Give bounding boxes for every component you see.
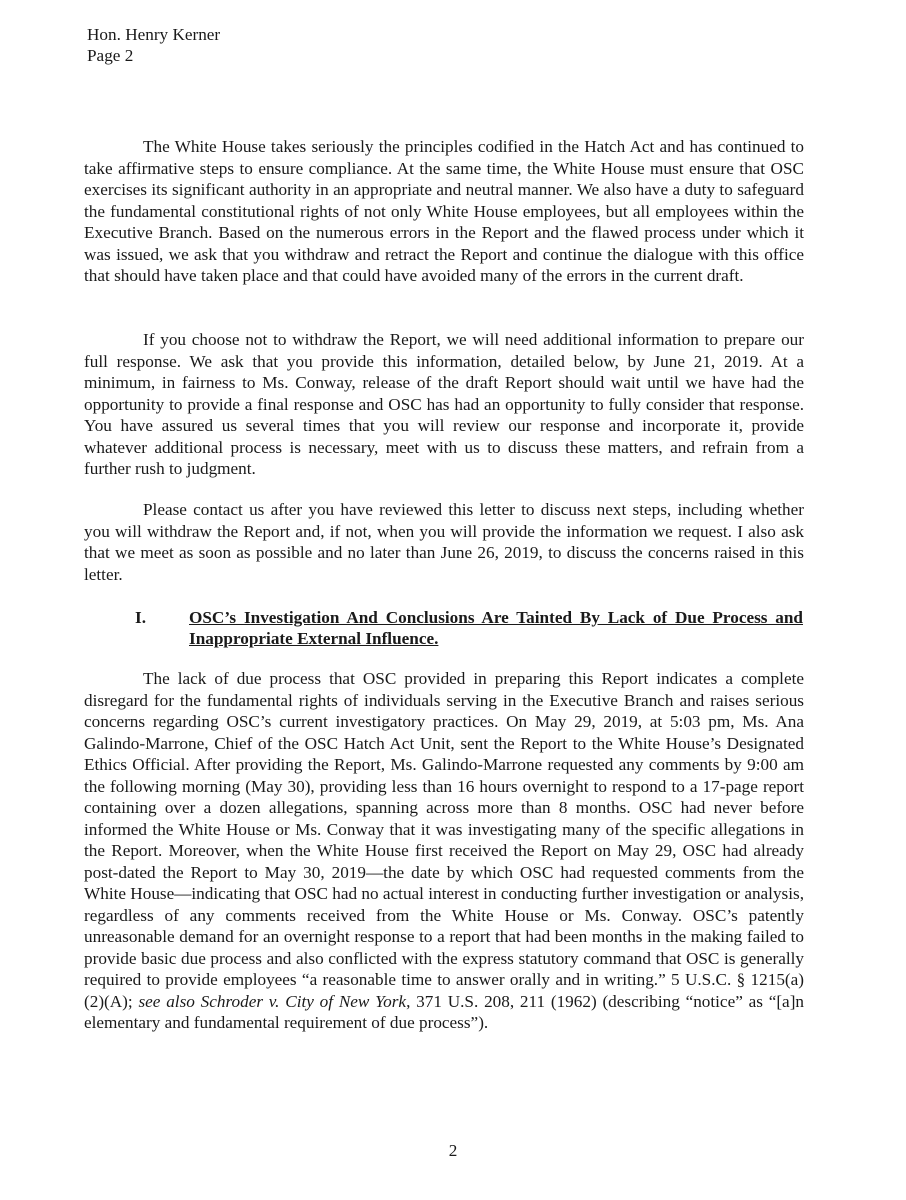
page-label: Page 2	[87, 46, 134, 65]
section-number: I.	[135, 608, 146, 627]
recipient-name: Hon. Henry Kerner	[87, 25, 221, 44]
case-citation: see also Schroder v. City of New York	[138, 991, 407, 1011]
letter-header	[87, 24, 220, 66]
paragraph-contact-request: Please contact us after you have reviewed this letter to discuss next steps, including whether you will withdraw the Report and, if not, when you will provide the information we request. I also ask that we meet as soon as possible and no later than June 26, 2019, to discuss the concerns raised in this letter.	[84, 500, 804, 584]
paragraph-withdraw-report: If you choose not to withdraw the Report, we will need additional information to prepare our full response. We ask that you provide this information, detailed below, by June 21, 2019. At a minimum, in fairness to Ms. Conway, release of the draft Report should wait until we have had the opportunity to provide a final response and OSC has had an opportunity to fully consider that response. You have assured us several times that you will review our response and incorporate it, provide whatever additional process is necessary, meet with us to discuss these matters, and refrain from a further rush to judgment.	[84, 330, 804, 478]
paragraph-due-process	[84, 668, 804, 1034]
due-process-text: The lack of due process that OSC provided in preparing this Report indicates a complete disregard for the fundamental rights of individuals serving in the Executive Branch and raises serious concerns regarding OSC’s current investigatory practices. On May 29, 2019, at 5:03 pm, Ms. Ana Galindo-Marrone, Chief of the OSC Hatch Act Unit, sent the Report to the White House’s Designated Ethics Official. After providing the Report, Ms. Galindo-Marrone requested any comments by 9:00 am the following morning (May 30), providing less than 16 hours overnight to respond to a 17-page report containing over a dozen allegations, spanning across more than 8 months. OSC had never before informed the White House or Ms. Conway that it was investigating many of the specific allegations in the Report. Moreover, when the White House first received the Report on May 29, OSC had already post-dated the Report to May 30, 2019—the date by which OSC had requested comments from the White House—indicating that OSC had no actual interest in conducting further investigation or analysis, regardless of any comments received from the White House or Ms. Conway. OSC’s patently unreasonable demand for an overnight response to a report that had been months in the making failed to provide basic due process and also conflicted with the express statutory command that OSC is generally required to provide employees “a reasonable time to answer orally and in writing.” 5 U.S.C. § 1215(a)(2)(A);	[84, 669, 804, 1011]
section-title: OSC’s Investigation And Conclusions Are Tainted By Lack of Due Process and Inappropriate External Influence.	[189, 608, 803, 648]
citation-tail: , 371 U.S. 208, 211 (1962) (describing “notice” as “[a]n elementary and fundamental requirement of due process”).	[84, 991, 805, 1032]
page-number: 2	[448, 1141, 458, 1160]
paragraph-white-house-hatch-act: The White House takes seriously the principles codified in the Hatch Act and has continued to take affirmative steps to ensure compliance. At the same time, the White House must ensure that OSC exercises its significant authority in an appropriate and neutral manner. We also have a duty to safeguard the fundamental constitutional rights of not only White House employees, but all employees within the Executive Branch. Based on the numerous errors in the Report and the flawed process under which it was issued, we ask that you withdraw and retract the Report and continue the dialogue with this office that should have taken place and that could have avoided many of the errors in the current draft.	[84, 137, 804, 285]
